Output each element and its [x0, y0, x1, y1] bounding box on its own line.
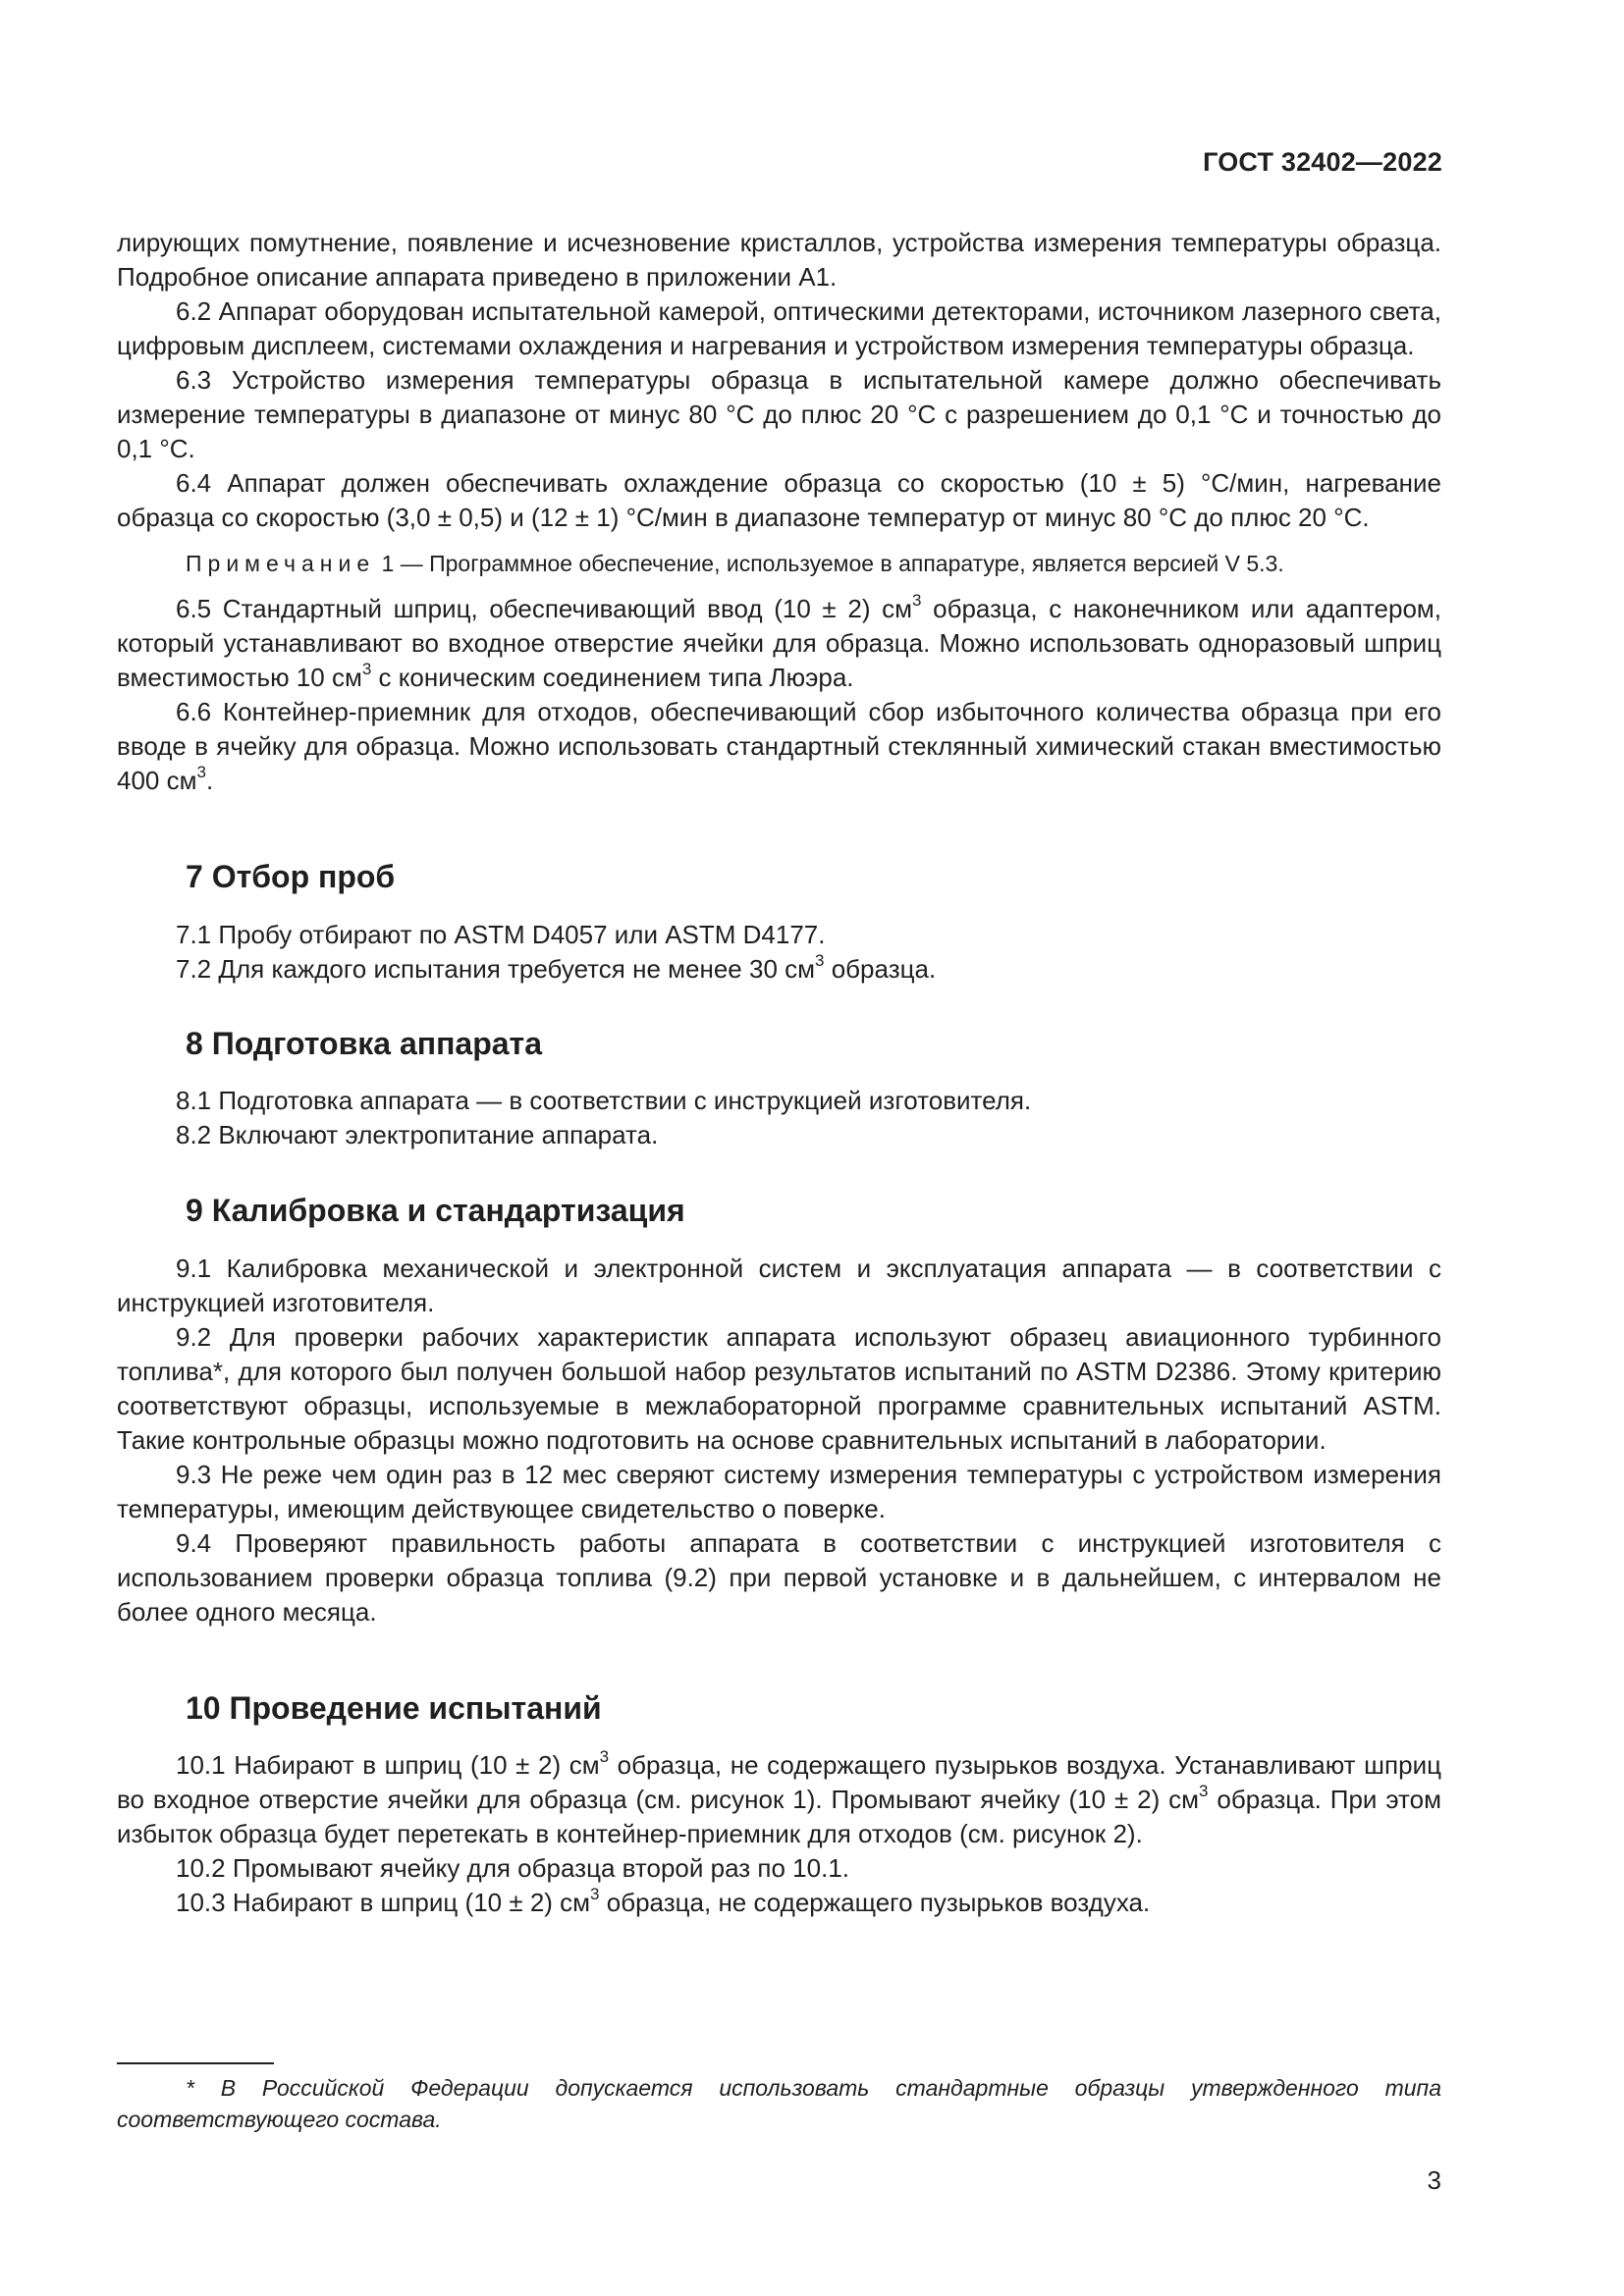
paragraph-9-1: 9.1 Калибровка механической и электронной систем и эксплуатация аппарата — в соответствии с инструкцией изготовителя. — [117, 1254, 1441, 1317]
note-1 — [117, 549, 1441, 578]
paragraph-10-2: 10.2 Промывают ячейку для образца второй раз по 10.1. — [176, 1853, 850, 1883]
paragraph-10-1: 10.1 Набирают в шприц (10 ± 2) $см^3$ образца, не содержащего пузырьков воздуха. Устанавливают шприц во входное отверстие ячейки для образца (см. рисунок 1). Промывают ячейку (10 ± 2) $см^3$ образца. При этом избыток образца будет перетекать в контейнер-приемник для отходов (см. рисунок 2). — [117, 1747, 1441, 1848]
paragraph-7-2: 7.2 Для каждого испытания требуется не менее 30 $см^3$ образца. — [176, 951, 937, 984]
document-id-header: ГОСТ 32402—2022 — [1203, 147, 1442, 177]
paragraph-9-2: 9.2 Для проверки рабочих характеристик аппарата используют образец авиационного турбинного топлива*, для которого был получен большой набор результатов испытаний по ASTM D2386. Этому критерию соответствуют образцы, используемые в межлабораторной программе сравнительных испытаний ASTM. Такие контрольные образцы можно подготовить на основе сравнительных испытаний в лаборатории. — [117, 1322, 1441, 1455]
paragraph-6-4: 6.4 Аппарат должен обеспечивать охлаждение образца со скоростью (10 ± 5) °С/мин, нагревание образца со скоростью (3,0 ± 0,5) и (12 ± 1) °С/мин в диапазоне температур от минус 80 °С до плюс 20 °С. — [117, 468, 1441, 532]
section-10-block — [117, 1748, 1441, 1920]
section-9-block — [117, 1252, 1441, 1629]
paragraph-10-3: 10.3 Набирают в шприц (10 ± 2) $см^3$ образца, не содержащего пузырьков воздуха. — [176, 1885, 1151, 1917]
section-7-heading: 7 Отбор проб — [186, 859, 396, 894]
paragraph-6-5: 6.5 Стандартный шприц, обеспечивающий ввод (10 ± 2) $см^3$ образца, с наконечником или адаптером, который устанавливают во входное отверстие ячейки для образца. Можно использовать одноразовый шприц вместимостью 10 $см^3$ с коническим соединением типа Люэра. — [117, 591, 1442, 692]
footnote-separator — [117, 2062, 274, 2064]
paragraph-continuation: лирующих помутнение, появление и исчезновение кристаллов, устройства измерения температуры образца. Подробное описание аппарата приведено в приложении А1. — [117, 228, 1441, 292]
section-6-block — [117, 226, 1441, 798]
section-8-heading: 8 Подготовка аппарата — [186, 1026, 543, 1061]
section-7-block — [117, 918, 1441, 987]
paragraph-7-1: 7.1 Пробу отбирают по ASTM D4057 или ASTM D4177. — [176, 920, 826, 949]
paragraph-8-2: 8.2 Включают электропитание аппарата. — [176, 1120, 659, 1149]
paragraph-9-3: 9.3 Не реже чем один раз в 12 мес сверяют систему измерения температуры с устройством измерения температуры, имеющим действующее свидетельство о поверке. — [117, 1460, 1441, 1523]
footnote: * В Российской Федерации допускается использовать стандартные образцы утвержденного типа соответствующего состава. — [117, 2075, 1441, 2132]
paragraph-8-1: 8.1 Подготовка аппарата — в соответствии с инструкцией изготовителя. — [176, 1086, 1032, 1115]
paragraph-6-6: 6.6 Контейнер-приемник для отходов, обеспечивающий сбор избыточного количества образца при его вводе в ячейку для образца. Можно использовать стандартный стеклянный химический стакан вместимостью 400 $см^3$. — [117, 697, 1441, 795]
paragraph-6-3: 6.3 Устройство измерения температуры образца в испытательной камере должно обеспечивать измерение температуры в диапазоне от минус 80 °С до плюс 20 °С с разрешением до 0,1 °С и точностью до 0,1 °С. — [117, 365, 1441, 463]
section-8-block — [117, 1084, 1441, 1152]
section-9-heading: 9 Калибровка и стандартизация — [186, 1193, 685, 1228]
paragraph-6-2: 6.2 Аппарат оборудован испытательной камерой, оптическими детекторами, источником лазерного света, цифровым дисплеем, системами охлаждения и нагревания и устройством измерения температуры образца. — [117, 296, 1441, 360]
paragraph-9-4: 9.4 Проверяют правильность работы аппарата в соответствии с инструкцией изготовителя с использованием проверки образца топлива (9.2) при первой установке и в дальнейшем, с интервалом не более одного месяца. — [117, 1528, 1441, 1627]
page-number: 3 — [1427, 2165, 1441, 2195]
note-label: Примечание — [186, 551, 376, 576]
note-text: 1 — Программное обеспечение, используемое в аппаратуре, является версией V 5.3. — [375, 551, 1284, 576]
section-10-heading: 10 Проведение испытаний — [186, 1690, 602, 1726]
